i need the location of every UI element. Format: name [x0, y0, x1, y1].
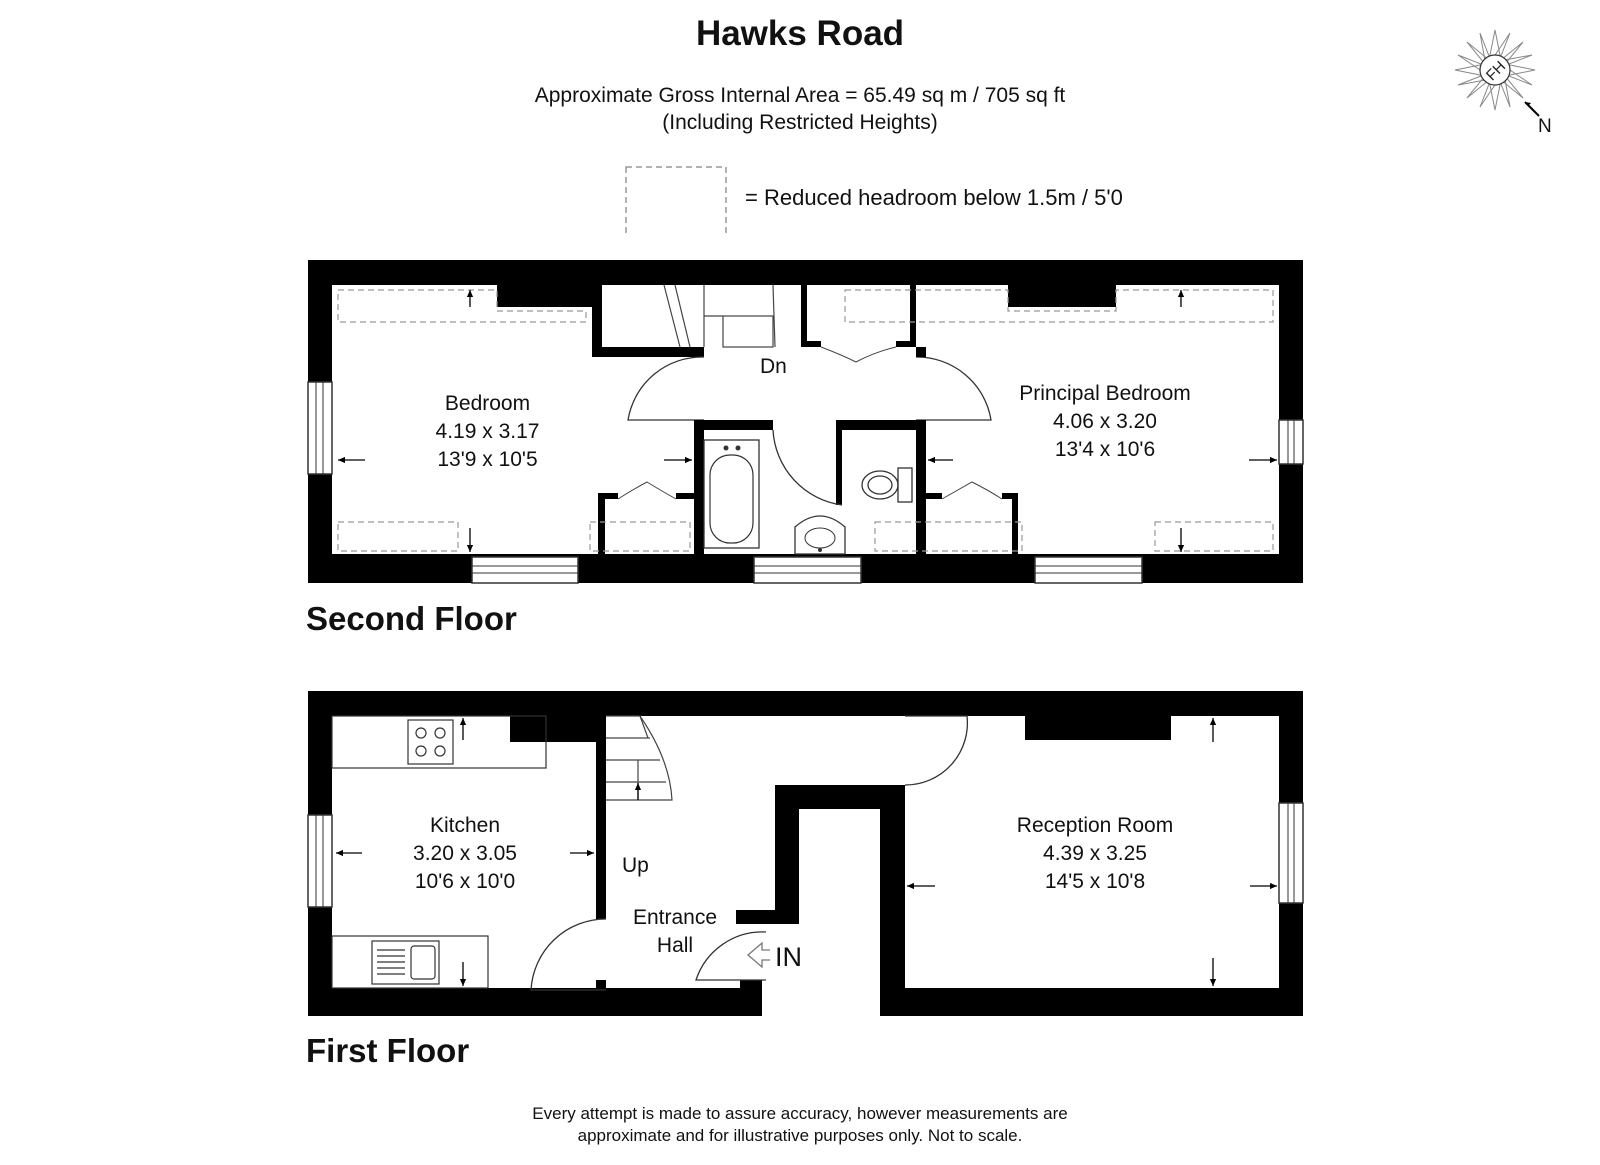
first-floor-wall-top — [308, 691, 1303, 716]
room-kitchen — [365, 812, 565, 896]
first-floor-wall-bottom-left — [308, 988, 762, 1016]
room-metric: 4.19 x 3.17 — [435, 420, 540, 443]
first-floor-label: First Floor — [306, 1032, 470, 1069]
room-metric: 4.06 x 3.20 — [1053, 410, 1157, 433]
window-bedroom-left — [308, 382, 332, 474]
room-imperial: 13'4 x 10'6 — [1054, 438, 1156, 461]
room-name: Principal Bedroom — [1019, 382, 1191, 405]
window-principal-bottom — [1035, 557, 1142, 583]
room-name: Bedroom — [444, 392, 531, 415]
disclaimer — [0, 1103, 1600, 1147]
toilet-icon — [862, 468, 912, 502]
window-bedroom-bottom — [472, 557, 578, 583]
compass-badge: FH — [1482, 57, 1510, 85]
room-name: Reception Room — [1016, 814, 1174, 837]
kitchen-worktop-bottom — [332, 936, 488, 988]
first-floor-wall-bottom-right — [880, 988, 1303, 1016]
stairs-first-floor — [606, 716, 672, 800]
room-bedroom — [380, 390, 595, 474]
disclaimer-line1: Every attempt is made to assure accuracy, however measurements are — [532, 1104, 1068, 1123]
hob-icon — [408, 720, 453, 764]
room-imperial: 10'6 x 10'0 — [414, 870, 516, 893]
sink-icon — [372, 941, 439, 984]
disclaimer-line2: approximate and for illustrative purposes only. Not to scale. — [577, 1126, 1023, 1145]
window-principal-right — [1279, 420, 1303, 464]
legend-text: = Reduced headroom below 1.5m / 5'0 — [745, 185, 1123, 210]
page-title: Hawks Road — [695, 14, 905, 53]
second-floor-wall-top — [308, 260, 1303, 285]
window-reception-right — [1279, 803, 1303, 903]
window-kitchen-left — [308, 815, 332, 907]
entrance-in-label: IN — [775, 942, 802, 972]
room-name-2: Hall — [656, 934, 694, 957]
room-reception — [975, 812, 1215, 896]
window-bathroom-bottom — [754, 557, 861, 583]
gross-area-line2: (Including Restricted Heights) — [662, 111, 938, 134]
room-imperial: 14'5 x 10'8 — [1044, 870, 1146, 893]
stairs-up-label: Up — [622, 854, 649, 877]
stairs-down-label: Dn — [760, 355, 787, 378]
room-metric: 3.20 x 3.05 — [413, 842, 517, 865]
stairs-second-floor — [664, 285, 775, 347]
gross-area-line1: Approximate Gross Internal Area = 65.49 sq m / 705 sq ft — [534, 84, 1066, 107]
entrance-arrow-icon — [748, 943, 770, 967]
second-floor-label: Second Floor — [306, 600, 517, 637]
room-principal-bedroom — [990, 380, 1220, 464]
room-imperial: 13'9 x 10'5 — [437, 448, 538, 471]
room-name: Kitchen — [429, 814, 501, 837]
room-entrance-hall — [615, 904, 735, 960]
room-name: Entrance — [632, 906, 718, 929]
room-metric: 4.39 x 3.25 — [1043, 842, 1147, 865]
compass-north-label: N — [1538, 116, 1552, 136]
